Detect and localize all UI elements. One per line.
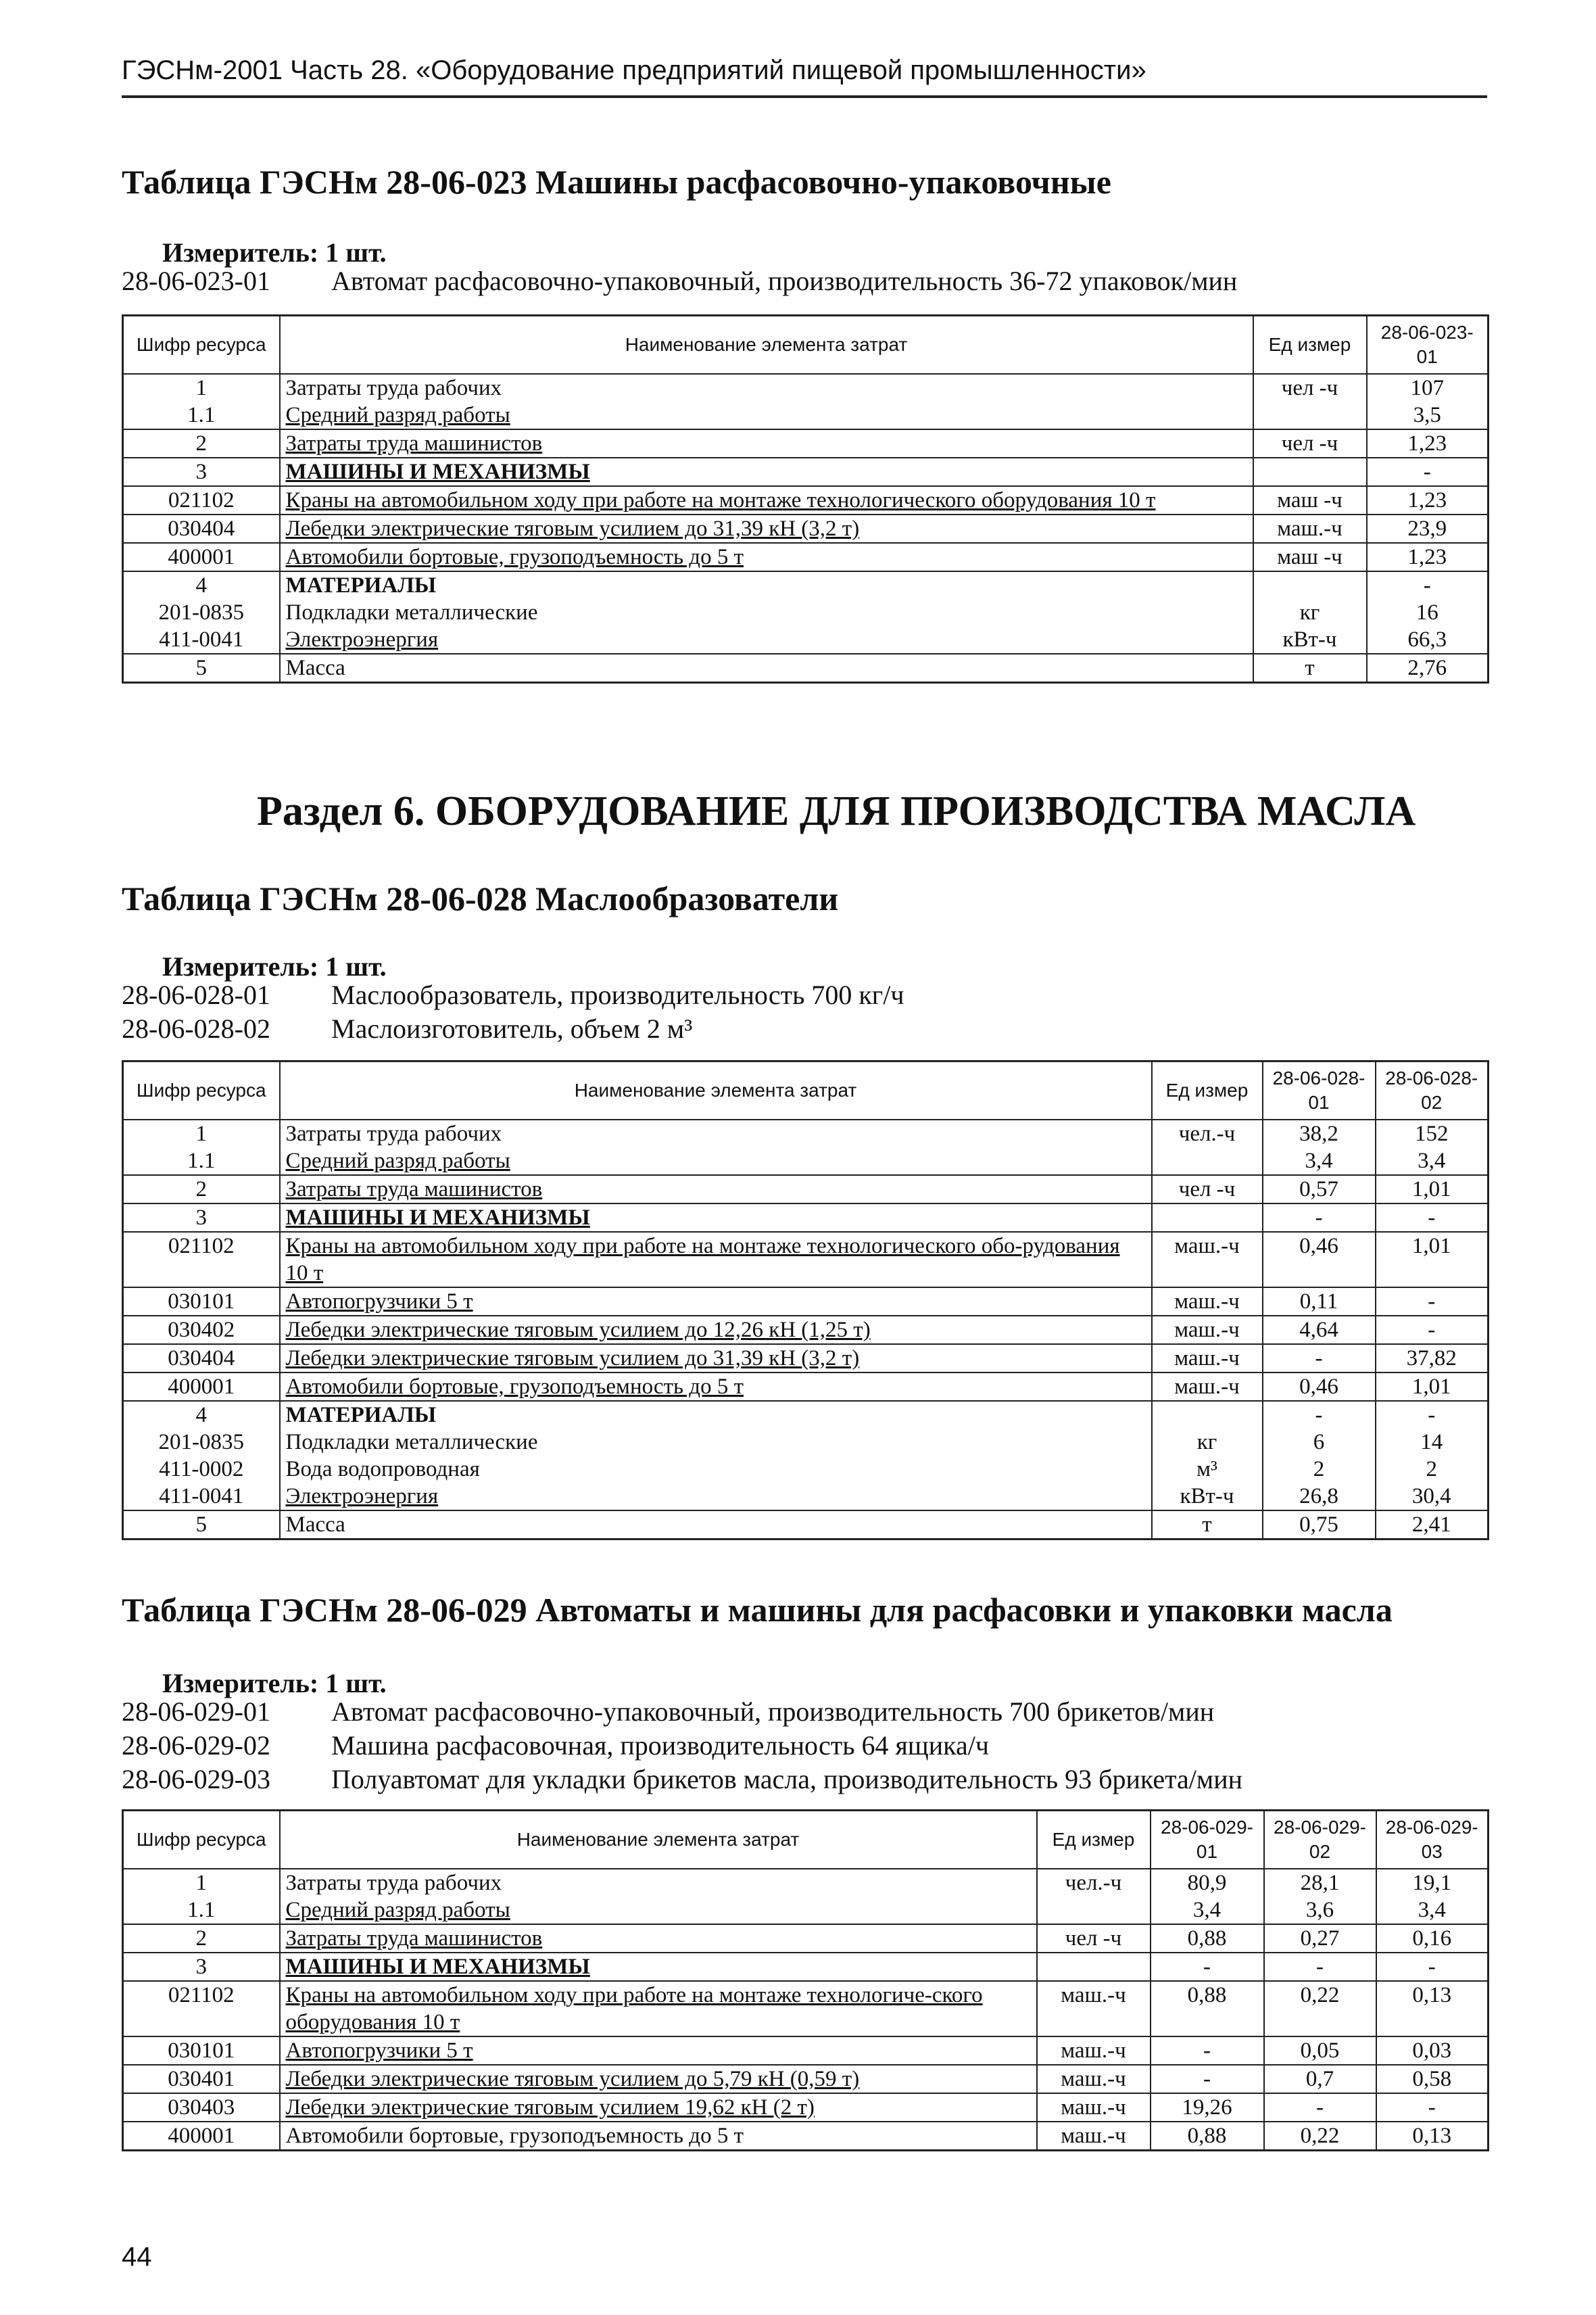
- unit-cell: чел -ч: [1152, 1175, 1263, 1203]
- norm-value: 152: [1376, 1120, 1489, 1147]
- norm-value: 2,41: [1376, 1510, 1489, 1540]
- norm-value: -: [1367, 571, 1489, 599]
- resource-code: 411-0002: [123, 1456, 280, 1483]
- table-row: [123, 543, 1489, 571]
- col-header-norm: 28-06-028-01: [1263, 1061, 1376, 1120]
- norm-value: -: [1376, 1316, 1489, 1344]
- section-title: Раздел 6. ОБОРУДОВАНИЕ ДЛЯ ПРОИЗВОДСТВА МАСЛА: [257, 788, 1416, 834]
- header-row: [123, 316, 1489, 375]
- cost-element-name: Электроэнергия: [280, 1483, 1152, 1510]
- col-header-norm: 28-06-028-02: [1376, 1061, 1489, 1120]
- cost-element-name: Лебедки электрические тяговым усилием до 31,39 кН (3,2 т): [280, 515, 1253, 543]
- norm-code-line: [122, 1762, 1242, 1796]
- resource-code: 021102: [123, 486, 280, 515]
- norm-value: -: [1151, 1953, 1264, 1981]
- norm-value: -: [1376, 1953, 1489, 1981]
- col-header-name: Наименование элемента затрат: [280, 1061, 1152, 1120]
- table-row: [123, 1953, 1489, 1981]
- measure-label: Измеритель:: [162, 1668, 319, 1698]
- resource-code: 021102: [123, 1232, 280, 1287]
- resource-code: 030101: [123, 1287, 280, 1316]
- norm-value: 0,13: [1376, 2122, 1489, 2151]
- unit-cell: маш.-ч: [1037, 1981, 1151, 2036]
- norm-value: 0,05: [1264, 2036, 1376, 2065]
- norm-value: 0,75: [1263, 1510, 1376, 1540]
- resource-code: 400001: [123, 1373, 280, 1401]
- code-list-029: [122, 1694, 1242, 1796]
- table-row: [123, 654, 1489, 683]
- table-title-023: Таблица ГЭСНм 28-06-023 Машины расфасовочно-упаковочные: [122, 163, 1111, 201]
- unit-cell: маш -ч: [1253, 486, 1367, 515]
- norm-value: 80,9: [1151, 1869, 1264, 1896]
- cost-element-name: Подкладки металлические: [280, 1429, 1152, 1456]
- norm-value: -: [1367, 458, 1489, 486]
- table-title-028: Таблица ГЭСНм 28-06-028 Маслообразователи: [122, 880, 839, 917]
- norm-value: -: [1263, 1344, 1376, 1373]
- table-row: [123, 1203, 1489, 1232]
- col-header-norm: 28-06-029-01: [1151, 1811, 1264, 1869]
- table-row: [123, 2093, 1489, 2122]
- table-row: [123, 1287, 1489, 1316]
- cost-element-name: Краны на автомобильном ходу при работе на монтаже технологического обо-рудования 10 т: [280, 1232, 1152, 1287]
- measure-label: Измеритель:: [162, 951, 319, 982]
- cost-element-name: МАШИНЫ И МЕХАНИЗМЫ: [280, 458, 1253, 486]
- norm-description: Маслообразователь, производительность 700 кг/ч: [331, 979, 904, 1010]
- table-row: [123, 1344, 1489, 1373]
- unit-cell: кВт-ч: [1253, 626, 1367, 654]
- norm-code: 28-06-023-01: [122, 265, 270, 296]
- measure-value: 1 шт.: [325, 1668, 387, 1698]
- norm-value: 16: [1367, 599, 1489, 626]
- norm-value: 0,13: [1376, 1981, 1489, 2036]
- resource-code: 411-0041: [123, 1483, 280, 1510]
- norm-value: 19,1: [1376, 1869, 1489, 1896]
- cost-element-name: Затраты труда машинистов: [280, 1175, 1152, 1203]
- unit-cell: чел -ч: [1037, 1924, 1151, 1953]
- table-row: [123, 571, 1489, 599]
- cost-element-name: МАТЕРИАЛЫ: [280, 1401, 1152, 1429]
- table-row: [123, 458, 1489, 486]
- table-title-029: Таблица ГЭСНм 28-06-029 Автоматы и машины для расфасовки и упаковки масла: [122, 1591, 1393, 1629]
- resource-code: 400001: [123, 543, 280, 571]
- unit-cell: маш.-ч: [1152, 1316, 1263, 1344]
- norm-table-028: [122, 1060, 1489, 1540]
- col-header-norm: 28-06-029-03: [1376, 1811, 1489, 1869]
- col-header-code: Шифр ресурса: [123, 1061, 280, 1120]
- cost-element-name: Автопогрузчики 5 т: [280, 2036, 1037, 2065]
- unit-cell: маш -ч: [1253, 543, 1367, 571]
- cost-element-name: Автомобили бортовые, грузоподъемность до 5 т: [280, 1373, 1152, 1401]
- col-header-name: Наименование элемента затрат: [280, 1811, 1037, 1869]
- cost-element-name: Подкладки металлические: [280, 599, 1253, 626]
- resource-code: 1: [123, 374, 280, 402]
- norm-value: 23,9: [1367, 515, 1489, 543]
- code-list-028: [122, 978, 904, 1045]
- unit-cell: чел -ч: [1253, 374, 1367, 402]
- cost-element-name: Автомобили бортовые, грузоподъемность до 5 т: [280, 2122, 1037, 2151]
- unit-cell: маш.-ч: [1037, 2122, 1151, 2151]
- resource-code: 4: [123, 1401, 280, 1429]
- table-row: [123, 1869, 1489, 1896]
- table-row: [123, 2036, 1489, 2065]
- resource-code: 030401: [123, 2065, 280, 2093]
- resource-code: 3: [123, 458, 280, 486]
- cost-element-name: Краны на автомобильном ходу при работе на монтаже технологиче-ского оборудования 10 т: [280, 1981, 1037, 2036]
- norm-value: 3,4: [1151, 1896, 1264, 1924]
- resource-code: 1.1: [123, 402, 280, 429]
- norm-value: 6: [1263, 1429, 1376, 1456]
- resource-code: 400001: [123, 2122, 280, 2151]
- col-header-unit: Ед измер: [1152, 1061, 1263, 1120]
- resource-code: 030402: [123, 1316, 280, 1344]
- cost-element-name: Затраты труда рабочих: [280, 1869, 1037, 1896]
- cost-element-name: Затраты труда рабочих: [280, 1120, 1152, 1147]
- norm-value: -: [1264, 1953, 1376, 1981]
- norm-value: 3,4: [1376, 1896, 1489, 1924]
- cost-element-name: Автомобили бортовые, грузоподъемность до 5 т: [280, 543, 1253, 571]
- norm-code-line: [122, 264, 1237, 297]
- measure-value: 1 шт.: [325, 951, 387, 982]
- norm-value: 0,16: [1376, 1924, 1489, 1953]
- col-header-unit: Ед измер: [1253, 316, 1367, 375]
- norm-value: 0,46: [1263, 1232, 1376, 1287]
- norm-description: Маслоизготовитель, объем 2 м³: [331, 1013, 693, 1044]
- unit-cell: маш.-ч: [1152, 1287, 1263, 1316]
- norm-value: 1,23: [1367, 429, 1489, 458]
- table-row: [123, 599, 1489, 626]
- table-row: [123, 1510, 1489, 1540]
- norm-value: -: [1376, 1287, 1489, 1316]
- resource-code: 4: [123, 571, 280, 599]
- table-row: [123, 374, 1489, 402]
- table-row: [123, 2122, 1489, 2151]
- resource-code: 2: [123, 1924, 280, 1953]
- norm-value: 0,03: [1376, 2036, 1489, 2065]
- col-header-norm: 28-06-023-01: [1367, 316, 1489, 375]
- table-row: [123, 429, 1489, 458]
- unit-cell: маш.-ч: [1037, 2065, 1151, 2093]
- col-header-code: Шифр ресурса: [123, 316, 280, 375]
- unit-cell: маш.-ч: [1037, 2093, 1151, 2122]
- unit-cell: маш.-ч: [1152, 1232, 1263, 1287]
- norm-value: 0,27: [1264, 1924, 1376, 1953]
- resource-code: 030404: [123, 515, 280, 543]
- norm-description: Машина расфасовочная, производительность 64 ящика/ч: [331, 1729, 989, 1761]
- norm-value: 30,4: [1376, 1483, 1489, 1510]
- cost-element-name: Лебедки электрические тяговым усилием до 12,26 кН (1,25 т): [280, 1316, 1152, 1344]
- norm-value: -: [1264, 2093, 1376, 2122]
- cost-element-name: Электроэнергия: [280, 626, 1253, 654]
- norm-code: 28-06-028-01: [122, 979, 270, 1010]
- table-row: [123, 1924, 1489, 1953]
- norm-value: 3,4: [1376, 1147, 1489, 1175]
- norm-description: Автомат расфасовочно-упаковочный, производительность 700 брикетов/мин: [331, 1696, 1215, 1727]
- table-row: [123, 1981, 1489, 2036]
- norm-code-line: [122, 978, 904, 1011]
- table-row: [123, 1147, 1489, 1175]
- table-row: [123, 1316, 1489, 1344]
- unit-cell: [1152, 1401, 1263, 1429]
- col-header-unit: Ед измер: [1037, 1811, 1151, 1869]
- unit-cell: [1253, 402, 1367, 429]
- unit-cell: м³: [1152, 1456, 1263, 1483]
- unit-cell: [1152, 1147, 1263, 1175]
- cost-element-name: Масса: [280, 1510, 1152, 1540]
- page-header: ГЭСНм-2001 Часть 28. «Оборудование предприятий пищевой промышленности»: [122, 55, 1487, 98]
- unit-cell: [1037, 1896, 1151, 1924]
- norm-value: 107: [1367, 374, 1489, 402]
- cost-element-name: Автопогрузчики 5 т: [280, 1287, 1152, 1316]
- cost-element-name: Лебедки электрические тяговым усилием до 5,79 кН (0,59 т): [280, 2065, 1037, 2093]
- cost-element-name: Средний разряд работы: [280, 1147, 1152, 1175]
- norm-value: -: [1151, 2036, 1264, 2065]
- norm-value: 1,01: [1376, 1175, 1489, 1203]
- unit-cell: т: [1152, 1510, 1263, 1540]
- cost-element-name: МАТЕРИАЛЫ: [280, 571, 1253, 599]
- cost-element-name: Масса: [280, 654, 1253, 683]
- norm-value: 1,23: [1367, 486, 1489, 515]
- norm-code: 28-06-029-02: [122, 1729, 270, 1761]
- resource-code: 5: [123, 1510, 280, 1540]
- col-header-code: Шифр ресурса: [123, 1811, 280, 1869]
- table-row: [123, 1896, 1489, 1924]
- cost-element-name: МАШИНЫ И МЕХАНИЗМЫ: [280, 1203, 1152, 1232]
- norm-value: 1,23: [1367, 543, 1489, 571]
- table-row: [123, 1120, 1489, 1147]
- norm-value: 38,2: [1263, 1120, 1376, 1147]
- norm-value: 1,01: [1376, 1232, 1489, 1287]
- norm-value: 0,7: [1264, 2065, 1376, 2093]
- cost-element-name: Краны на автомобильном ходу при работе на монтаже технологического оборудования 10 т: [280, 486, 1253, 515]
- norm-value: -: [1263, 1401, 1376, 1429]
- norm-value: 0,88: [1151, 1924, 1264, 1953]
- norm-code: 28-06-029-01: [122, 1696, 270, 1727]
- unit-cell: чел -ч: [1253, 429, 1367, 458]
- header-row: [123, 1061, 1489, 1120]
- norm-value: 0,22: [1264, 1981, 1376, 2036]
- unit-cell: [1152, 1203, 1263, 1232]
- norm-value: 0,11: [1263, 1287, 1376, 1316]
- unit-cell: чел.-ч: [1152, 1120, 1263, 1147]
- norm-value: 28,1: [1264, 1869, 1376, 1896]
- table-row: [123, 626, 1489, 654]
- resource-code: 411-0041: [123, 626, 280, 654]
- norm-value: 0,22: [1264, 2122, 1376, 2151]
- unit-cell: [1253, 458, 1367, 486]
- norm-value: -: [1376, 1401, 1489, 1429]
- norm-value: 66,3: [1367, 626, 1489, 654]
- cost-element-name: Лебедки электрические тяговым усилием до 31,39 кН (3,2 т): [280, 1344, 1152, 1373]
- norm-value: -: [1376, 2093, 1489, 2122]
- norm-value: -: [1263, 1203, 1376, 1232]
- norm-value: -: [1151, 2065, 1264, 2093]
- code-list-023: [122, 264, 1237, 297]
- norm-value: 26,8: [1263, 1483, 1376, 1510]
- resource-code: 1.1: [123, 1147, 280, 1175]
- norm-value: 0,88: [1151, 2122, 1264, 2151]
- table-row: [123, 2065, 1489, 2093]
- resource-code: 201-0835: [123, 1429, 280, 1456]
- unit-cell: маш.-ч: [1253, 515, 1367, 543]
- unit-cell: кВт-ч: [1152, 1483, 1263, 1510]
- norm-value: 2,76: [1367, 654, 1489, 683]
- resource-code: 2: [123, 1175, 280, 1203]
- resource-code: 030403: [123, 2093, 280, 2122]
- norm-code: 28-06-029-03: [122, 1763, 270, 1794]
- cost-element-name: Средний разряд работы: [280, 1896, 1037, 1924]
- unit-cell: кг: [1253, 599, 1367, 626]
- norm-value: 3,5: [1367, 402, 1489, 429]
- cost-element-name: Лебедки электрические тяговым усилием 19,62 кН (2 т): [280, 2093, 1037, 2122]
- table-row: [123, 402, 1489, 429]
- table-row: [123, 1483, 1489, 1510]
- measure-label: Измеритель:: [162, 237, 319, 268]
- table-row: [123, 1175, 1489, 1203]
- norm-code-line: [122, 1728, 1242, 1762]
- norm-value: 2: [1376, 1456, 1489, 1483]
- norm-value: 0,88: [1151, 1981, 1264, 2036]
- norm-value: 0,46: [1263, 1373, 1376, 1401]
- resource-code: 5: [123, 654, 280, 683]
- resource-code: 021102: [123, 1981, 280, 2036]
- norm-table-023: [122, 314, 1489, 684]
- col-header-norm: 28-06-029-02: [1264, 1811, 1376, 1869]
- unit-cell: [1037, 1953, 1151, 1981]
- resource-code: 201-0835: [123, 599, 280, 626]
- header-row: [123, 1811, 1489, 1869]
- norm-value: 1,01: [1376, 1373, 1489, 1401]
- norm-code-line: [122, 1694, 1242, 1728]
- norm-value: -: [1376, 1203, 1489, 1232]
- resource-code: 030101: [123, 2036, 280, 2065]
- table-row: [123, 1456, 1489, 1483]
- norm-value: 2: [1263, 1456, 1376, 1483]
- unit-cell: [1253, 571, 1367, 599]
- cost-element-name: Затраты труда машинистов: [280, 429, 1253, 458]
- norm-value: 3,4: [1263, 1147, 1376, 1175]
- unit-cell: маш.-ч: [1152, 1373, 1263, 1401]
- table-row: [123, 1373, 1489, 1401]
- col-header-name: Наименование элемента затрат: [280, 316, 1253, 375]
- table-row: [123, 486, 1489, 515]
- norm-value: 37,82: [1376, 1344, 1489, 1373]
- resource-code: 3: [123, 1953, 280, 1981]
- resource-code: 1: [123, 1869, 280, 1896]
- norm-code-line: [122, 1011, 904, 1045]
- norm-table-029: [122, 1809, 1489, 2151]
- resource-code: 1.1: [123, 1896, 280, 1924]
- norm-code: 28-06-028-02: [122, 1013, 270, 1044]
- page-number: 44: [122, 2242, 152, 2272]
- unit-cell: маш.-ч: [1152, 1344, 1263, 1373]
- norm-value: 0,57: [1263, 1175, 1376, 1203]
- norm-value: 14: [1376, 1429, 1489, 1456]
- norm-value: 0,58: [1376, 2065, 1489, 2093]
- unit-cell: маш.-ч: [1037, 2036, 1151, 2065]
- cost-element-name: МАШИНЫ И МЕХАНИЗМЫ: [280, 1953, 1037, 1981]
- cost-element-name: Затраты труда рабочих: [280, 374, 1253, 402]
- norm-value: 19,26: [1151, 2093, 1264, 2122]
- table-row: [123, 1232, 1489, 1287]
- table-row: [123, 515, 1489, 543]
- resource-code: 1: [123, 1120, 280, 1147]
- unit-cell: чел.-ч: [1037, 1869, 1151, 1896]
- table-row: [123, 1429, 1489, 1456]
- cost-element-name: Затраты труда машинистов: [280, 1924, 1037, 1953]
- unit-cell: т: [1253, 654, 1367, 683]
- norm-value: 3,6: [1264, 1896, 1376, 1924]
- resource-code: 2: [123, 429, 280, 458]
- norm-description: Автомат расфасовочно-упаковочный, производительность 36-72 упаковок/мин: [331, 265, 1238, 296]
- norm-value: 4,64: [1263, 1316, 1376, 1344]
- cost-element-name: Средний разряд работы: [280, 402, 1253, 429]
- measure-value: 1 шт.: [325, 237, 387, 268]
- resource-code: 030404: [123, 1344, 280, 1373]
- norm-description: Полуавтомат для укладки брикетов масла, производительность 93 брикета/мин: [331, 1763, 1243, 1794]
- cost-element-name: Вода водопроводная: [280, 1456, 1152, 1483]
- resource-code: 3: [123, 1203, 280, 1232]
- unit-cell: кг: [1152, 1429, 1263, 1456]
- table-row: [123, 1401, 1489, 1429]
